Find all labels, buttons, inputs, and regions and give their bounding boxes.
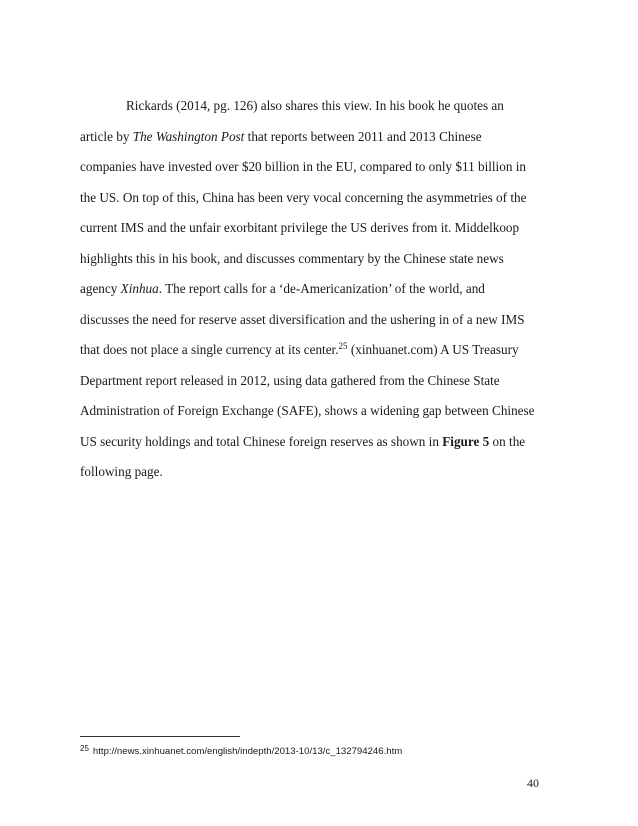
paragraph-line: discusses the need for reserve asset diversification and the ushering in of a new IMS [80, 311, 525, 327]
paragraph-line: current IMS and the unfair exorbitant privilege the US derives from it. Middelkoop [80, 220, 520, 235]
paragraph-line: agency Xinhua. The report calls for a ‘de-Americanization’ of the world, and [80, 281, 485, 296]
paragraph-line: Department report released in 2012, using data gathered from the Chinese State [80, 372, 500, 388]
footnote-divider [80, 736, 240, 737]
paragraph-line: that does not place a single currency at its center.$^{25}$ (xinhuanet.com) A US Treasury [80, 341, 519, 357]
agency-name: Xinhua [120, 281, 159, 296]
paragraph-line: Administration of Foreign Exchange (SAFE), shows a widening gap between Chinese [80, 403, 535, 418]
paragraph-line: the US. On top of this, China has been very vocal concerning the asymmetries of the [80, 189, 527, 205]
footnote [80, 746, 402, 757]
figure-reference: Figure 5 [442, 433, 490, 449]
footnote-link[interactable]: http://news.xinhuanet.com/english/indepth/2013-10/13/c_132794246.htm [92, 746, 403, 757]
footnote-marker: 25 [80, 744, 89, 753]
page-number: 40 [527, 776, 539, 790]
publication-title: The Washington Post [132, 128, 245, 144]
body-paragraph [80, 96, 550, 493]
paragraph-line: companies have invested over $20 billion in the EU, compared to only $11 billion in [80, 159, 526, 174]
paragraph-line: article by The Washington Post that reports between 2011 and 2013 Chinese [80, 128, 482, 144]
paragraph-line: following page. [80, 464, 163, 479]
paragraph-line: highlights this in his book, and discusses commentary by the Chinese state news [80, 250, 504, 266]
footnote-reference: 25 [338, 341, 348, 351]
paragraph-line: Rickards (2014, pg. 126) also shares this view. In his book he quotes an [126, 98, 504, 113]
paragraph-line: US security holdings and total Chinese foreign reserves as shown in Figure 5 on the [80, 433, 526, 449]
